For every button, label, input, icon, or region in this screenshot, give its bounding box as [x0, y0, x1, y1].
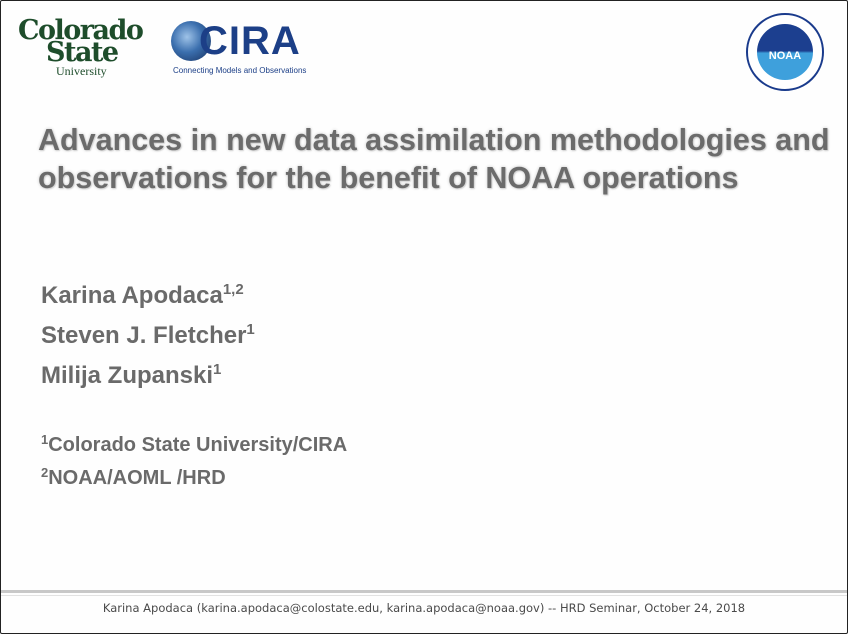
cira-logo-word: CIRA	[199, 19, 301, 63]
author-item	[41, 353, 255, 393]
csu-logo-line2: State	[46, 37, 118, 68]
author-affiliation-mark: 1,2	[222, 281, 244, 298]
noaa-logo-word: NOAA	[768, 50, 802, 62]
author-name: Milija Zupanski	[41, 362, 214, 389]
csu-logo	[18, 17, 148, 79]
cira-logo	[171, 19, 306, 81]
slide-footer: Karina Apodaca (karina.apodaca@colostate.edu, karina.apodaca@noaa.gov) -- HRD Seminar, October 24, 2018	[102, 601, 746, 615]
author-item	[41, 273, 255, 313]
cira-logo-tagline: Connecting Models and Observations	[173, 66, 307, 75]
affiliation-item	[41, 458, 347, 491]
noaa-seal-icon	[757, 24, 813, 80]
affiliation-mark: 2	[41, 465, 49, 480]
affiliation-item	[41, 425, 347, 458]
affiliation-text: Colorado State University/CIRA	[48, 434, 348, 456]
footer-divider	[1, 590, 847, 593]
footer-divider-thin	[1, 595, 847, 596]
author-item	[41, 313, 255, 353]
author-affiliation-mark: 1	[246, 321, 255, 338]
slide-title: Advances in new data assimilation methodologies and observations for the benefit of NOAA operations	[38, 123, 830, 195]
author-affiliation-mark: 1	[213, 361, 222, 378]
csu-logo-line1: Colorado	[18, 15, 143, 46]
affiliation-list	[41, 425, 347, 491]
noaa-logo	[746, 13, 824, 91]
author-name: Steven J. Fletcher	[41, 322, 247, 349]
author-list	[41, 273, 255, 393]
csu-logo-line3: University	[56, 64, 107, 78]
affiliation-text: NOAA/AOML /HRD	[48, 467, 226, 489]
author-name: Karina Apodaca	[41, 282, 223, 309]
affiliation-mark: 1	[41, 432, 49, 447]
